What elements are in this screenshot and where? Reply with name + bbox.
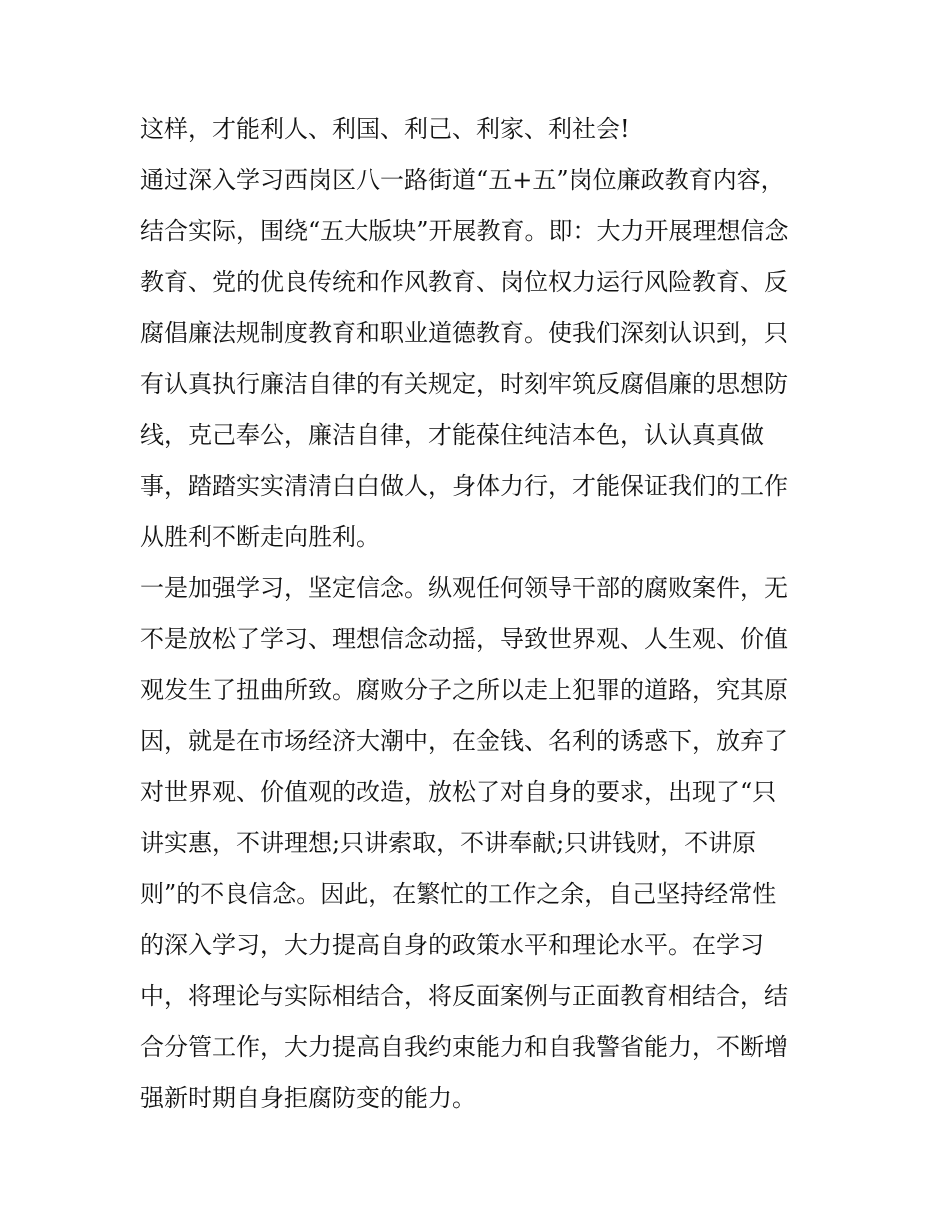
document-body	[140, 104, 820, 1124]
text-line: 有认真执行廉洁自律的有关规定，时刻牢筑反腐倡廉的思想防	[140, 370, 788, 398]
text-line: 因，就是在市场经济大潮中，在金钱、名利的诱惑下，放弃了	[140, 727, 788, 755]
text-line: 对世界观、价值观的改造，放松了对自身的要求，出现了“只	[140, 778, 777, 806]
text-line: 不是放松了学习、理想信念动摇，导致世界观、人生观、价值	[140, 625, 788, 653]
text-line: 强新时期自身拒腐防变的能力。	[140, 1084, 476, 1112]
text-line: 中，将理论与实际相结合，将反面案例与正面教育相结合，结	[140, 982, 788, 1010]
text-line: 通过深入学习西岗区八一路街道“五+五”岗位廉政教育内容，	[140, 166, 785, 194]
text-line: 事，踏踏实实清清白白做人，身体力行，才能保证我们的工作	[140, 472, 788, 500]
text-line: 这样，才能利人、利国、利己、利家、利社会!	[140, 115, 630, 143]
text-line: 讲实惠，不讲理想;只讲索取，不讲奉献;只讲钱财，不讲原	[140, 829, 757, 857]
text-line: 合分管工作，大力提高自我约束能力和自我警省能力，不断增	[140, 1033, 788, 1061]
text-line: 教育、党的优良传统和作风教育、岗位权力运行风险教育、反	[140, 268, 788, 296]
text-line: 的深入学习，大力提高自身的政策水平和理论水平。在学习	[140, 931, 764, 959]
text-line: 结合实际，围绕“五大版块”开展教育。即：大力开展理想信念	[140, 217, 789, 245]
text-line: 则”的不良信念。因此，在繁忙的工作之余，自己坚持经常性	[140, 880, 777, 908]
text-line: 从胜利不断走向胜利。	[140, 523, 380, 551]
text-line: 腐倡廉法规制度教育和职业道德教育。使我们深刻认识到，只	[140, 319, 788, 347]
text-line: 观发生了扭曲所致。腐败分子之所以走上犯罪的道路，究其原	[140, 676, 788, 704]
text-line: 线，克己奉公，廉洁自律，才能葆住纯洁本色，认认真真做	[140, 421, 764, 449]
text-line: 一是加强学习，坚定信念。纵观任何领导干部的腐败案件，无	[140, 574, 788, 602]
